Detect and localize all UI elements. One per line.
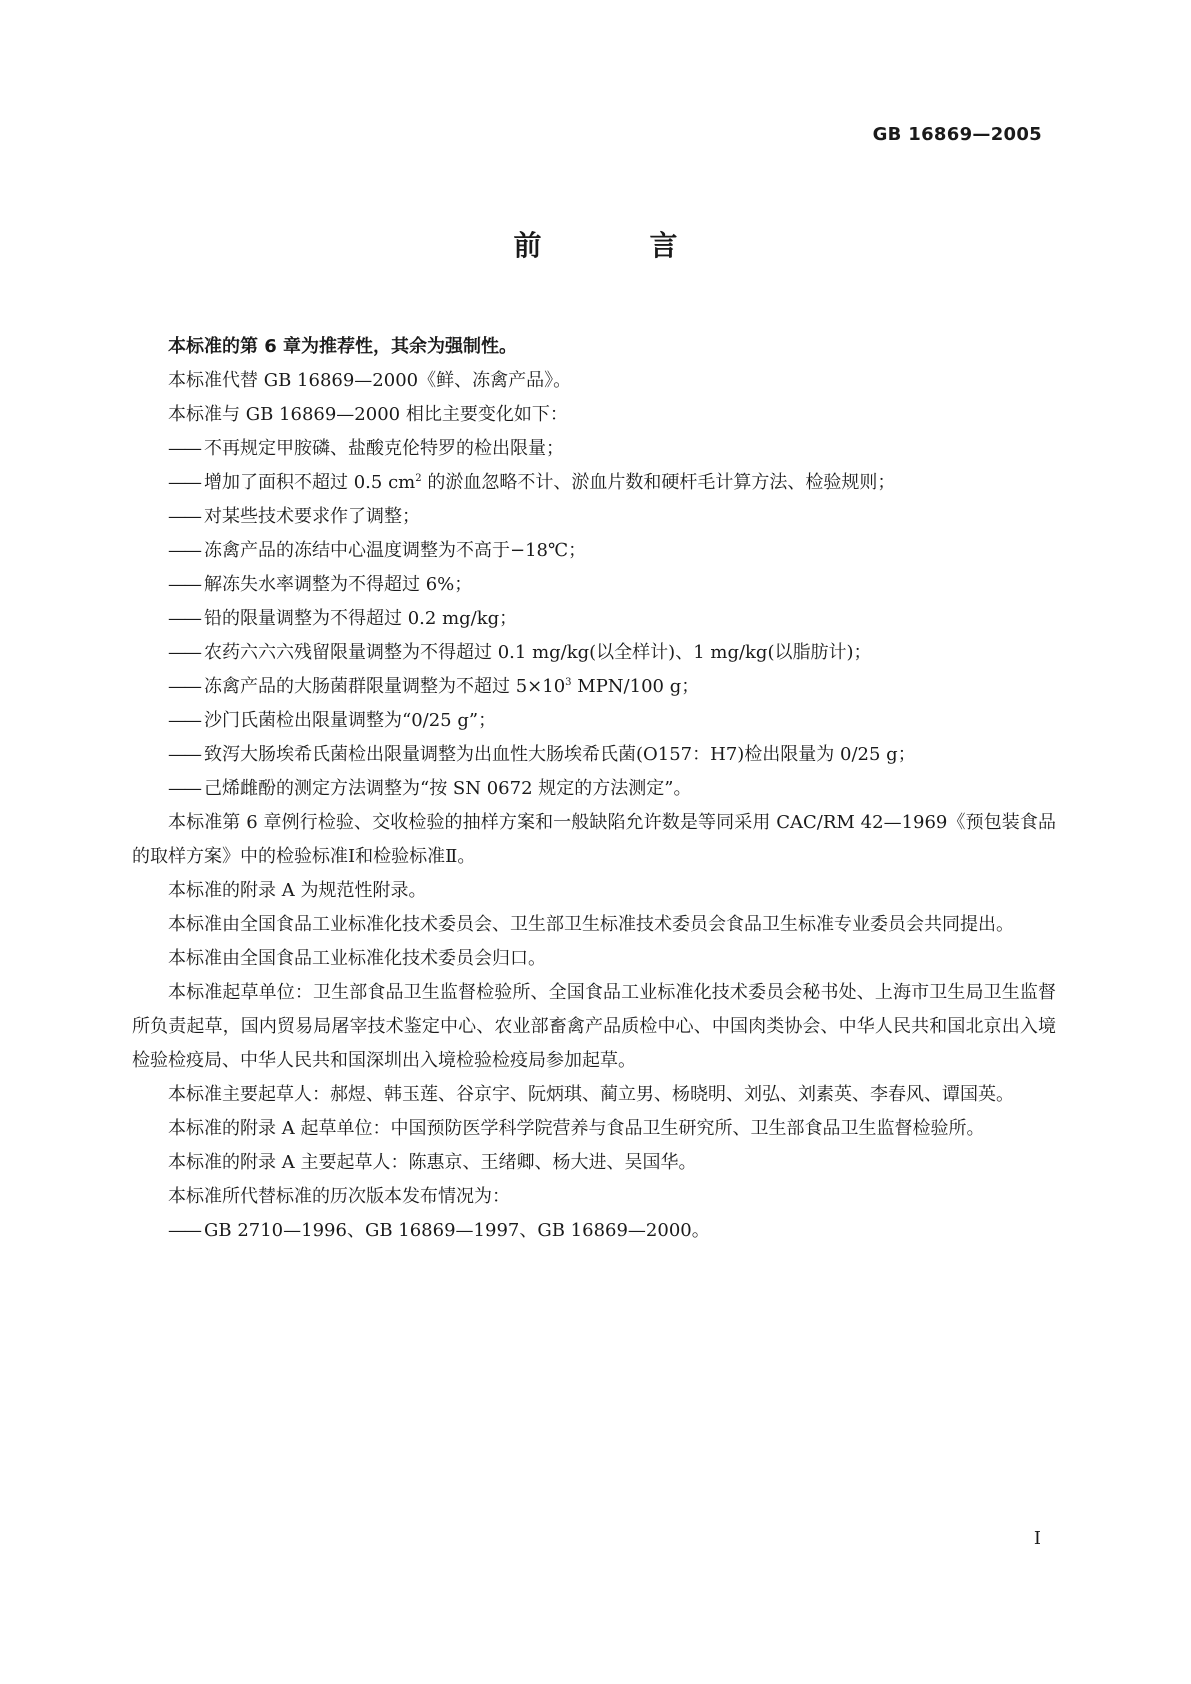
list-item: —— 沙门氏菌检出限量调整为“0/25 g”； [168, 710, 497, 731]
paragraph-proposed-by: 本标准由全国食品工业标准化技术委员会、卫生部卫生标准技术委员会食品卫生标准专业委员会共同提出。 [168, 914, 1014, 935]
dash-mark: —— [168, 608, 200, 629]
list-item: —— 不再规定甲胺磷、盐酸克伦特罗的检出限量； [168, 438, 564, 459]
list-item: —— 冻禽产品的冻结中心温度调整为不高于−18℃； [168, 540, 587, 561]
dash-mark: —— [168, 574, 200, 595]
list-item: —— 己烯雌酚的测定方法调整为“按 SN 0672 规定的方法测定”。 [168, 778, 692, 799]
dash-mark: —— [168, 710, 200, 731]
list-item: —— 对某些技术要求作了调整； [168, 506, 420, 527]
paragraph-history-intro: 本标准所代替标准的历次版本发布情况为： [168, 1186, 510, 1207]
paragraph-sampling-plan: 本标准第 6 章例行检验、交收检验的抽样方案和一般缺陷允许数是等同采用 CAC/RM 42—1969《预包装食品的取样方案》中的检验标准Ⅰ和检验标准Ⅱ。 [132, 812, 1056, 867]
paragraph-drafters: 本标准主要起草人：郝煜、韩玉莲、谷京宇、阮炳琪、蔺立男、杨晓明、刘弘、刘素英、李春风、谭国英。 [168, 1084, 1014, 1105]
dash-mark: —— [168, 438, 200, 459]
dash-mark: —— [168, 472, 200, 493]
dash-mark: —— [168, 1220, 200, 1241]
dash-mark: —— [168, 676, 200, 697]
dash-mark: —— [168, 540, 200, 561]
paragraph-changes-intro: 本标准与 GB 16869—2000 相比主要变化如下： [168, 404, 568, 425]
paragraph-replaces: 本标准代替 GB 16869—2000《鲜、冻禽产品》。 [168, 370, 572, 391]
list-item: —— 致泻大肠埃希氏菌检出限量调整为出血性大肠埃希氏菌(O157：H7)检出限量为 0/25 g； [168, 744, 916, 765]
paragraph-drafting-units: 本标准起草单位：卫生部食品卫生监督检验所、全国食品工业标准化技术委员会秘书处、上海市卫生局卫生监督所负责起草，国内贸易局屠宰技术鉴定中心、农业部畜禽产品质检中心、中国肉类协会、中华人民共和国北京出入境检验检疫局、中华人民共和国深圳出入境检验检疫局参加起草。 [132, 982, 1056, 1071]
page-title: 前 言 [513, 229, 718, 262]
dash-mark: —— [168, 778, 200, 799]
paragraph-mandatory-note: 本标准的第 6 章为推荐性，其余为强制性。 [168, 336, 518, 357]
dash-mark: —— [168, 506, 200, 527]
paragraph-annex-drafting-units: 本标准的附录 A 起草单位：中国预防医学科学院营养与食品卫生研究所、卫生部食品卫生监督检验所。 [168, 1118, 985, 1139]
dash-mark: —— [168, 744, 200, 765]
paragraph-annex-drafters: 本标准的附录 A 主要起草人：陈惠京、王绪卿、杨大进、吴国华。 [168, 1152, 697, 1173]
list-item: —— 铅的限量调整为不得超过 0.2 mg/kg； [168, 608, 518, 629]
list-item: —— 解冻失水率调整为不得超过 6%； [168, 574, 473, 595]
page-number: Ⅰ [1033, 1528, 1041, 1549]
document-body [132, 330, 1056, 1248]
standard-code: GB 16869—2005 [872, 124, 1042, 145]
paragraph-annex-normative: 本标准的附录 A 为规范性附录。 [168, 880, 427, 901]
dash-mark: —— [168, 642, 200, 663]
list-item: —— 农药六六六残留限量调整为不得超过 0.1 mg/kg(以全样计)、1 mg/kg(以脂肪计)； [168, 642, 872, 663]
list-item-history: —— GB 2710—1996、GB 16869—1997、GB 16869—2000。 [168, 1220, 710, 1241]
list-item: —— 冻禽产品的大肠菌群限量调整为不超过 $5\times 10^3$ MPN/100 g； [168, 676, 700, 697]
paragraph-centralized-by: 本标准由全国食品工业标准化技术委员会归口。 [168, 948, 546, 969]
list-item: —— 增加了面积不超过 0.5 $cm^2$ 的淤血忽略不计、淤血片数和硬杆毛计算方法、检验规则； [168, 472, 896, 493]
